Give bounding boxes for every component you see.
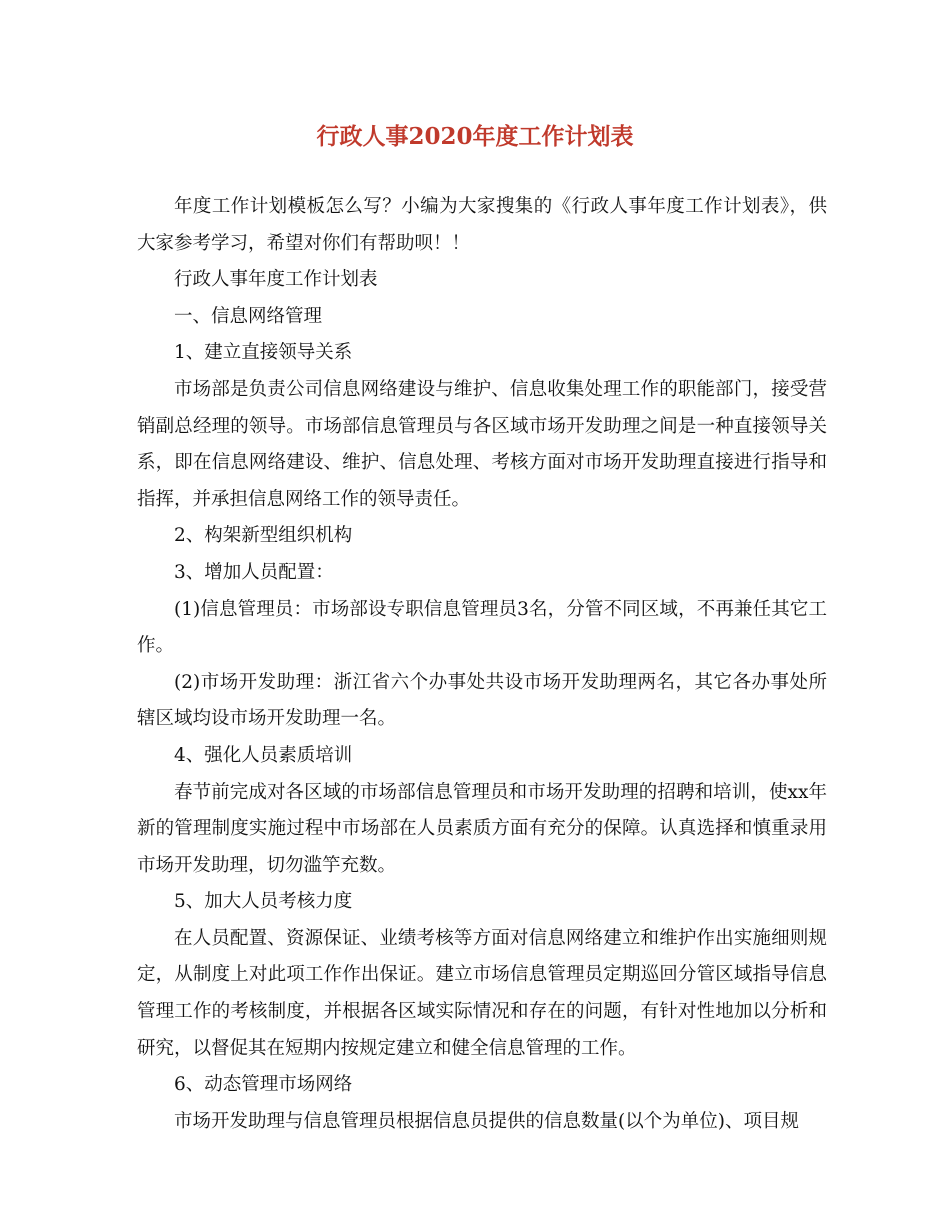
paragraph-subtitle: 行政人事年度工作计划表 <box>174 269 378 291</box>
document-body <box>137 189 827 1140</box>
item-heading-5: 5、加大人员考核力度 <box>174 891 353 913</box>
paragraph-intro: 年度工作计划模板怎么写？小编为大家搜集的《行政人事年度工作计划表》，供大家参考学习，希望对你们有帮助呗！！ <box>137 196 827 254</box>
item-heading-6: 6、动态管理市场网络 <box>174 1074 353 1096</box>
paragraph-market-assistant: (2)市场开发助理：浙江省六个办事处共设市场开发助理两名，其它各办事处所辖区域均设市场开发助理一名。 <box>137 671 827 730</box>
document-title: 行政人事2020年度工作计划表 <box>316 123 634 150</box>
paragraph-info-manager: (1)信息管理员：市场部设专职信息管理员3名，分管不同区域，不再兼任其它工作。 <box>137 598 827 657</box>
paragraph-leadership: 市场部是负责公司信息网络建设与维护、信息收集处理工作的职能部门，接受营销副总经理的领导。市场部信息管理员与各区域市场开发助理之间是一种直接领导关系，即在信息网络建设、维护、信息处理、考核方面对市场开发助理直接进行指导和指挥，并承担信息网络工作的领导责任。 <box>137 378 827 510</box>
section-heading-network: 一、信息网络管理 <box>174 305 323 327</box>
paragraph-dynamic: 市场开发助理与信息管理员根据信息员提供的信息数量(以个为单位)、项目规 <box>174 1110 799 1132</box>
item-heading-4: 4、强化人员素质培训 <box>174 744 353 766</box>
paragraph-assessment: 在人员配置、资源保证、业绩考核等方面对信息网络建立和维护作出实施细则规定，从制度上对此项工作作出保证。建立市场信息管理员定期巡回分管区域指导信息管理工作的考核制度，并根据各区域实际情况和存在的问题，有针对性地加以分析和研究，以督促其在短期内按规定建立和健全信息管理的工作。 <box>137 927 827 1059</box>
item-heading-2: 2、构架新型组织机构 <box>174 525 353 547</box>
item-heading-1: 1、建立直接领导关系 <box>174 342 353 364</box>
paragraph-training: 春节前完成对各区域的市场部信息管理员和市场开发助理的招聘和培训，使xx年新的管理制度实施过程中市场部在人员素质方面有充分的保障。认真选择和慎重录用市场开发助理，切勿滥竽充数。 <box>137 781 827 876</box>
item-heading-3: 3、增加人员配置： <box>174 561 334 583</box>
